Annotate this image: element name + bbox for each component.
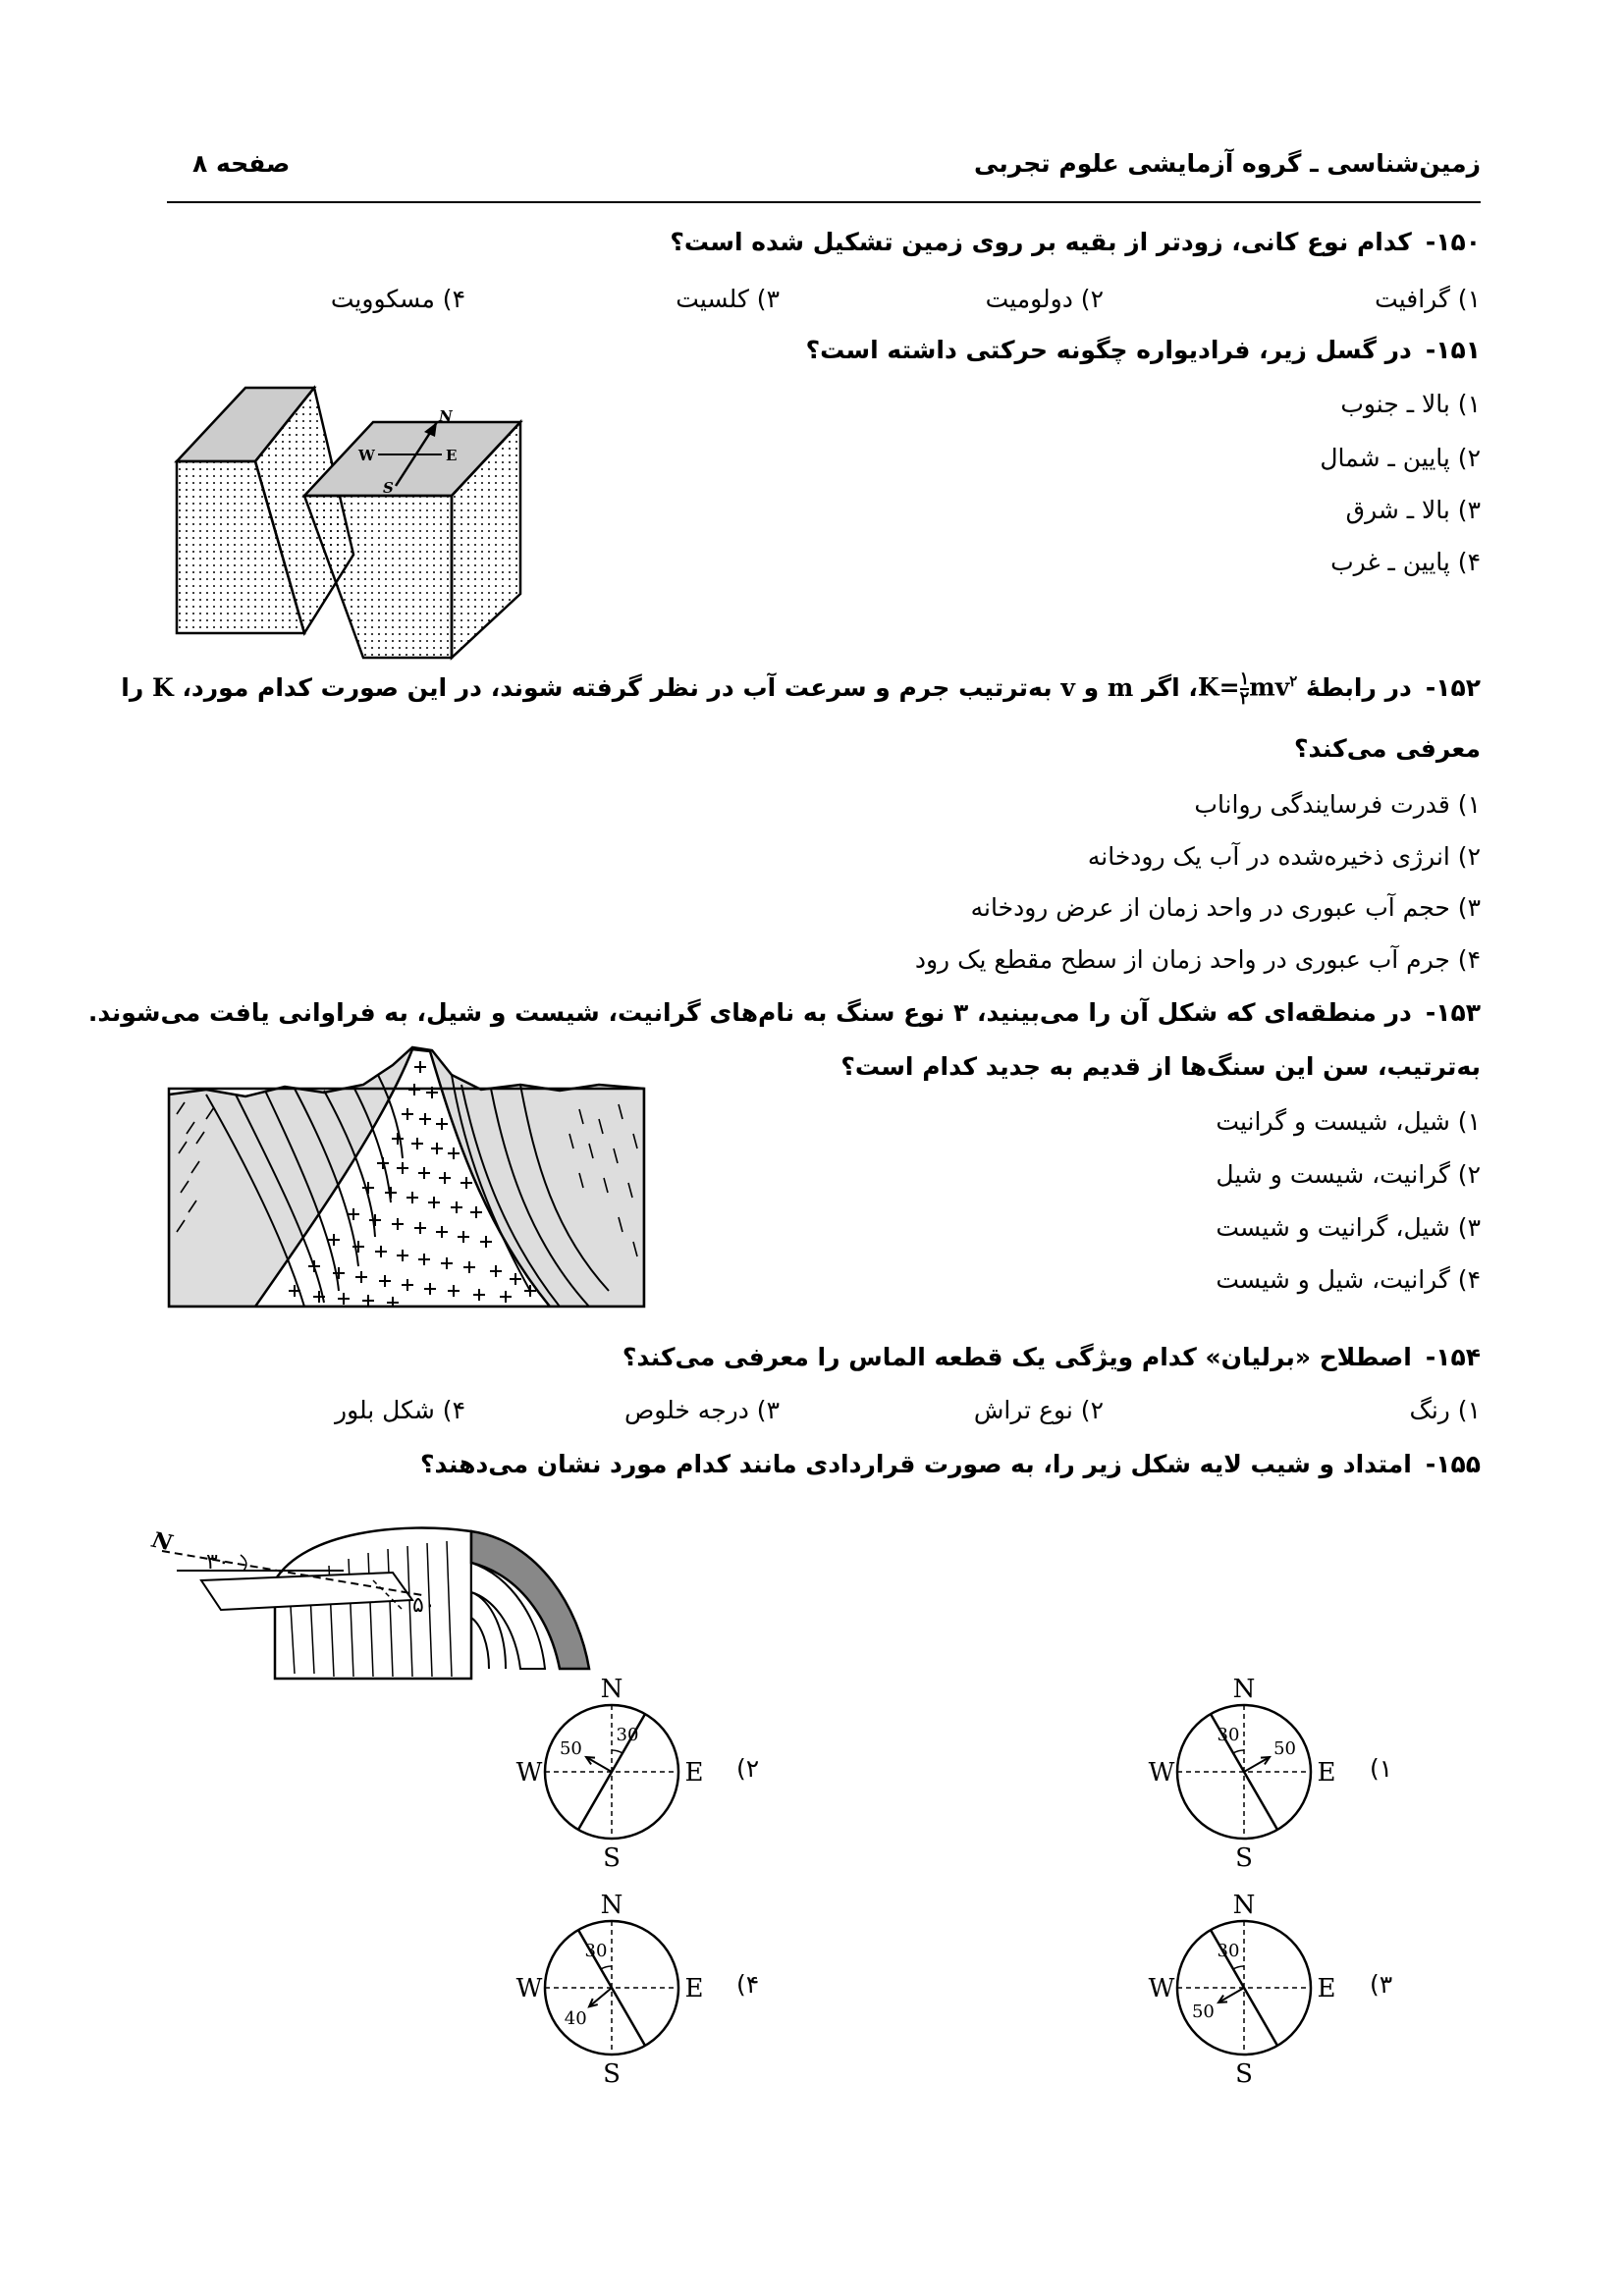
- fault-label-w: W: [358, 447, 375, 464]
- question-number: ۱۵۴-: [1425, 1343, 1481, 1371]
- fault-block-diagram: [157, 378, 540, 672]
- dip-figure-north-label: N: [149, 1526, 175, 1557]
- q154-option-3[interactable]: ۳) درجه خلوص: [623, 1396, 780, 1424]
- q153-option-3[interactable]: ۳) شیل، گرانیت و شیست: [1216, 1213, 1481, 1242]
- fault-label-e: E: [446, 447, 458, 464]
- q153-option-2[interactable]: ۲) گرانیت، شیست و شیل: [1216, 1160, 1481, 1189]
- q152-option-3[interactable]: ۳) حجم آب عبوری در واحد زمان از عرض رودخانه: [970, 893, 1481, 922]
- formula-den: ۲: [1239, 688, 1250, 709]
- header-divider: [167, 201, 1481, 203]
- compass-label-e: E: [1317, 1974, 1336, 2003]
- q151-option-1[interactable]: ۱) بالا ـ جنوب: [1340, 390, 1481, 418]
- q154-option-4[interactable]: ۴) شکل بلور: [335, 1396, 465, 1424]
- compass-label-n: N: [600, 1675, 623, 1704]
- strike-angle-arc: [1233, 1750, 1244, 1753]
- question-151: [806, 336, 1481, 364]
- strike-angle-value: 30: [1217, 1941, 1240, 1961]
- q151-option-4[interactable]: ۴) پایین ـ غرب: [1330, 548, 1481, 576]
- question-155: [420, 1450, 1481, 1478]
- page-number: صفحه ۸: [192, 149, 291, 178]
- compass-option-1[interactable]: [1136, 1664, 1352, 1880]
- strike-angle-arc: [1233, 1966, 1244, 1969]
- strike-angle-value: 30: [616, 1725, 639, 1745]
- compass-option-2[interactable]: [504, 1664, 720, 1880]
- rock-cross-section-diagram: [167, 1045, 648, 1310]
- question-153: [88, 998, 1481, 1027]
- compass-option-4[interactable]: [504, 1880, 720, 2096]
- fault-label-n: N: [439, 407, 453, 425]
- formula-pow: ۲: [1289, 672, 1298, 691]
- compass-option-label-1[interactable]: ۱): [1370, 1754, 1393, 1783]
- var-k: K: [151, 673, 174, 702]
- question-text: امتداد و شیب لایه شکل زیر را، به صورت قراردادی مانند کدام مورد نشان می‌دهند؟: [420, 1450, 1412, 1478]
- compass-label-s: S: [603, 1843, 621, 1873]
- question-text: در منطقه‌ای که شکل آن را می‌بینید، ۳ نوع سنگ به نام‌های گرانیت، شیست و شیل، به فراوانی یافت می‌شوند.: [87, 998, 1412, 1027]
- dip-angle-value: 50: [1191, 2002, 1215, 2022]
- question-text: اصطلاح «برلیان» کدام ویژگی یک قطعه الماس را معرفی می‌کند؟: [622, 1343, 1412, 1371]
- var-v: v: [1060, 673, 1075, 702]
- dip-figure-strike-angle: ۳۰: [206, 1550, 230, 1575]
- compass-option-label-3[interactable]: ۳): [1370, 1970, 1393, 1999]
- compass-label-e: E: [684, 1758, 704, 1788]
- compass-option-3[interactable]: [1136, 1880, 1352, 2096]
- compass-label-e: E: [1317, 1758, 1336, 1788]
- question-154: [623, 1343, 1481, 1371]
- question-number: ۱۵۵-: [1425, 1450, 1481, 1478]
- formula-k: K: [1197, 672, 1219, 702]
- dip-angle-value: 50: [1273, 1738, 1297, 1759]
- question-text: کدام نوع کانی، زودتر از بقیه بر روی زمین تشکیل شده است؟: [670, 228, 1412, 256]
- question-152: [121, 670, 1481, 708]
- dip-angle-value: 50: [559, 1738, 582, 1759]
- compass-label-e: E: [684, 1974, 704, 2003]
- question-number: ۱۵۱-: [1425, 336, 1481, 364]
- question-text: معرفی می‌کند؟: [1294, 734, 1481, 763]
- compass-label-s: S: [1235, 1843, 1253, 1873]
- formula-mv: mv: [1249, 672, 1290, 702]
- q154-option-1[interactable]: ۱) رنگ: [1409, 1396, 1481, 1424]
- var-m: m: [1107, 673, 1134, 702]
- fault-label-s: S: [383, 479, 394, 497]
- strike-angle-arc: [612, 1750, 623, 1753]
- compass-option-label-4[interactable]: ۴): [736, 1970, 760, 1999]
- q153-option-1[interactable]: ۱) شیل، شیست و گرانیت: [1216, 1107, 1481, 1136]
- question-text: در رابطهٔ: [1306, 673, 1412, 702]
- compass-label-w: W: [515, 1974, 543, 2003]
- compass-label-s: S: [603, 2059, 621, 2089]
- compass-label-n: N: [1232, 1891, 1256, 1920]
- q150-option-2[interactable]: ۲) دولومیت: [985, 285, 1104, 313]
- q152-option-4[interactable]: ۴) جرم آب عبوری در واحد زمان از سطح مقطع یک رود: [914, 945, 1481, 974]
- question-number: ۱۵۲-: [1425, 673, 1481, 702]
- q151-option-2[interactable]: ۲) پایین ـ شمال: [1320, 444, 1481, 472]
- formula-eq: =: [1218, 672, 1240, 702]
- compass-label-w: W: [515, 1758, 543, 1788]
- question-152-line2: [1294, 734, 1481, 763]
- strike-angle-value: 30: [584, 1941, 608, 1961]
- question-text: در گسل زیر، فرادیواره چگونه حرکتی داشته است؟: [805, 336, 1412, 364]
- compass-option-label-2[interactable]: ۲): [736, 1754, 760, 1783]
- question-150: [670, 228, 1481, 256]
- q152-option-2[interactable]: ۲) انرژی ذخیره‌شده در آب یک رودخانه: [1087, 842, 1481, 871]
- question-number: ۱۵۰-: [1425, 228, 1481, 256]
- q150-option-3[interactable]: ۳) کلسیت: [676, 285, 780, 313]
- q153-option-4[interactable]: ۴) گرانیت، شیل و شیست: [1216, 1265, 1481, 1294]
- q150-option-1[interactable]: ۱) گرافیت: [1375, 285, 1481, 313]
- q154-option-2[interactable]: ۲) نوع تراش: [973, 1396, 1104, 1424]
- question-number: ۱۵۳-: [1425, 998, 1481, 1027]
- question-text: و: [1083, 673, 1100, 702]
- dip-figure-dip-angle: ۵۰: [412, 1593, 436, 1618]
- dip-arrow: [589, 1988, 612, 2006]
- q151-option-3[interactable]: ۳) بالا ـ شرق: [1345, 496, 1481, 524]
- q150-option-4[interactable]: ۴) مسکوویت: [330, 285, 465, 313]
- question-153-line2: [840, 1052, 1481, 1081]
- compass-label-s: S: [1235, 2059, 1253, 2089]
- question-text: به‌ترتیب جرم و سرعت آب در نظر گرفته شوند، در این صورت کدام مورد،: [182, 673, 1053, 702]
- compass-label-n: N: [600, 1891, 623, 1920]
- dip-angle-value: 40: [564, 2007, 587, 2029]
- q152-option-1[interactable]: ۱) قدرت فرسایندگی رواناب: [1194, 790, 1481, 819]
- question-text: به‌ترتیب، سن این سنگ‌ها از قدیم به جدید کدام است؟: [840, 1052, 1481, 1081]
- strike-angle-value: 30: [1217, 1725, 1240, 1745]
- question-text: ، اگر: [1142, 673, 1198, 702]
- formula-fraction: [1240, 670, 1250, 708]
- compass-label-w: W: [1148, 1758, 1175, 1788]
- page-header-title: زمین‌شناسی ـ گروه آزمایشی علوم تجربی: [974, 149, 1481, 178]
- compass-label-n: N: [1232, 1675, 1256, 1704]
- question-text: را: [121, 673, 144, 702]
- formula-num: ۱: [1239, 668, 1250, 689]
- formula: [1198, 670, 1297, 708]
- compass-label-w: W: [1148, 1974, 1175, 2003]
- strike-angle-arc: [601, 1966, 612, 1969]
